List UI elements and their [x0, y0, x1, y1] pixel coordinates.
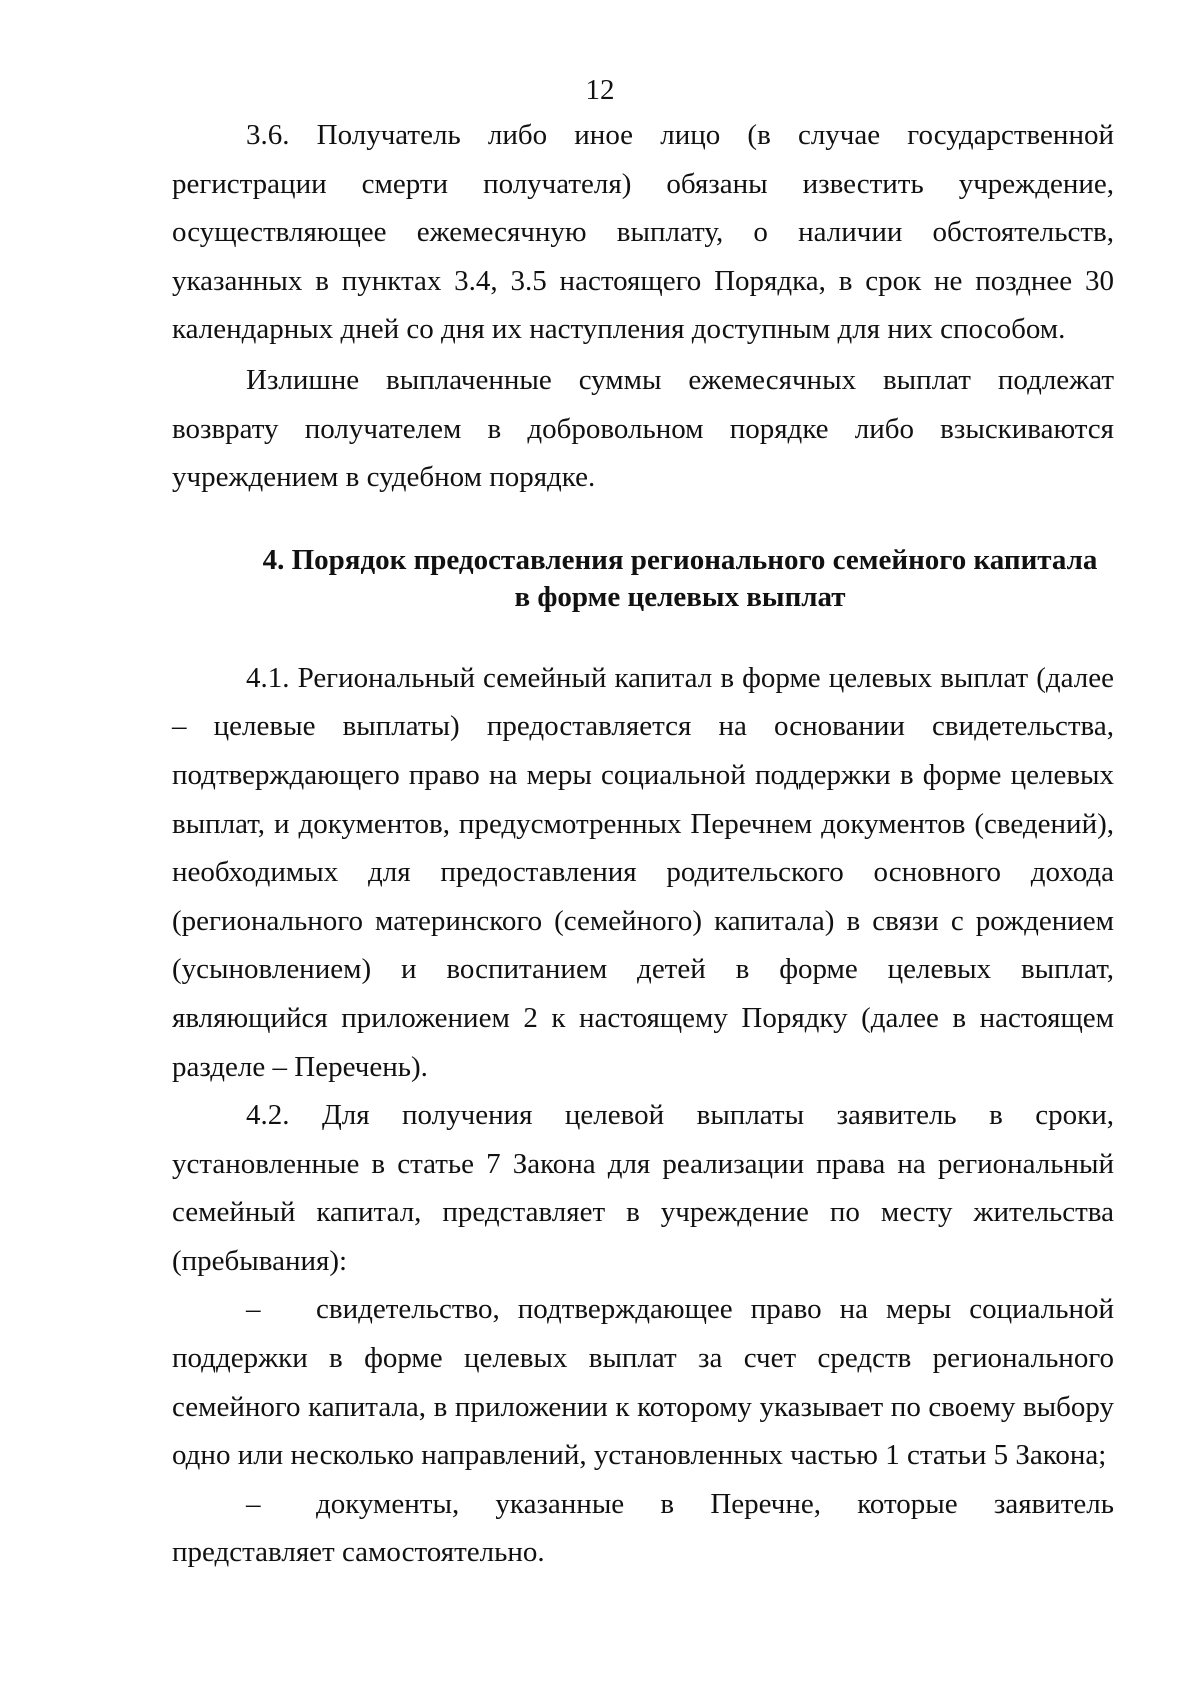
paragraph-overpayment: Излишне выплаченные суммы ежемесячных выплат подлежат возврату получателем в добровольном порядке либо взыскиваются учреждением в судебном порядке. [172, 363, 1114, 494]
section-heading-line-2: в форме целевых выплат [514, 580, 846, 613]
paragraph-3-6: 3.6. Получатель либо иное лицо (в случае государственной регистрации смерти получателя) обязаны известить учреждение, осуществляющее ежемесячную выплату, о наличии обстоятельств, указанных в пунктах 3.4, 3.5 настоящего Порядка, в срок не позднее 30 календарных дней со дня их наступления доступным для них способом. [172, 119, 1114, 346]
paragraph-4-1: 4.1. Региональный семейный капитал в форме целевых выплат (далее – целевые выплаты) предоставляется на основании свидетельства, подтверждающего право на меры социальной поддержки в форме целевых выплат, и документов, предусмотренных Перечнем документов (сведений), необходимых для предоставления родительского основного дохода (регионального материнского (семейного) капитала) в связи с рождением (усыновлением) и воспитанием детей в форме целевых выплат, являющийся приложением 2 к настоящему Порядку (далее в настоящем разделе – Перечень). [172, 661, 1114, 1083]
section-heading-line-1: 4. Порядок предоставления регионального семейного капитала [262, 543, 1098, 576]
section-heading [172, 542, 1114, 616]
paragraph-4-2: 4.2. Для получения целевой выплаты заявитель в сроки, установленные в статье 7 Закона для реализации права на региональный семейный капитал, представляет в учреждение по месту жительства (пребывания): [172, 1099, 1114, 1277]
list-dash: – [246, 1487, 261, 1520]
document-body [172, 111, 1114, 1577]
list-item [172, 1285, 1114, 1479]
list-dash: – [246, 1293, 261, 1326]
list-item-text: документы, указанные в Перечне, которые заявитель представляет самостоятельно. [172, 1487, 1114, 1569]
list-item [172, 1480, 1114, 1577]
list-item-text: свидетельство, подтверждающее право на меры социальной поддержки в форме целевых выплат за счет средств регионального семейного капитала, в приложении к которому указывает по своему выбору одно или несколько направлений, установленных частью 1 статьи 5 Закона; [172, 1293, 1114, 1472]
page-number: 12 [585, 74, 615, 106]
